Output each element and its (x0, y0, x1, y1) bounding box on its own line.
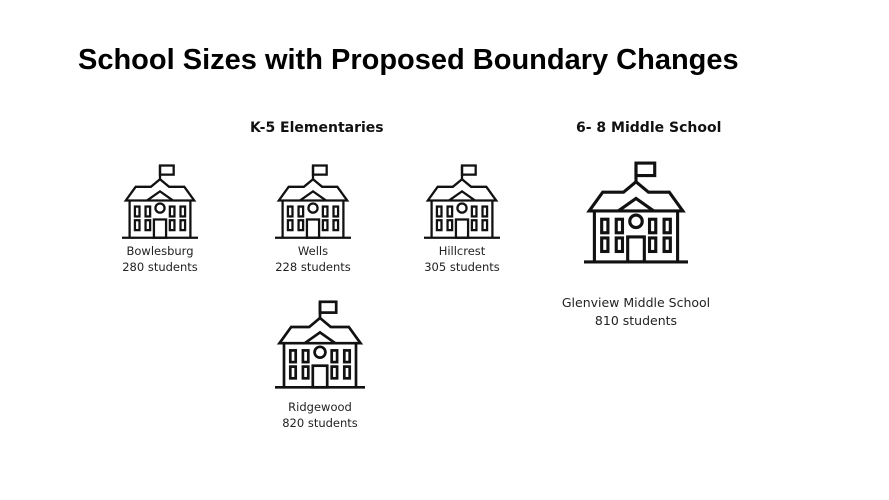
school-bowlesburg (100, 164, 220, 275)
school-students: 305 students (424, 260, 500, 274)
school-students: 228 students (275, 260, 351, 274)
school-building-icon (584, 161, 688, 265)
slide-title: School Sizes with Proposed Boundary Changes (78, 44, 739, 76)
school-name: Hillcrest (438, 244, 486, 258)
middle-group-heading: 6- 8 Middle School (576, 120, 722, 136)
school-name: Glenview Middle School (561, 295, 711, 310)
school-building-icon (275, 300, 365, 390)
school-ridgewood (260, 300, 380, 431)
school-building-icon (424, 164, 500, 240)
school-students: 810 students (594, 313, 678, 328)
elementary-group-heading: K-5 Elementaries (250, 120, 384, 136)
school-name: Wells (297, 244, 329, 258)
school-hillcrest (402, 164, 522, 275)
school-building-icon (275, 164, 351, 240)
school-name: Bowlesburg (126, 244, 194, 258)
school-name: Ridgewood (288, 400, 352, 414)
school-students: 280 students (122, 260, 198, 274)
school-glenview-middle (556, 161, 716, 330)
school-students: 820 students (282, 416, 358, 430)
school-wells (253, 164, 373, 275)
school-building-icon (122, 164, 198, 240)
